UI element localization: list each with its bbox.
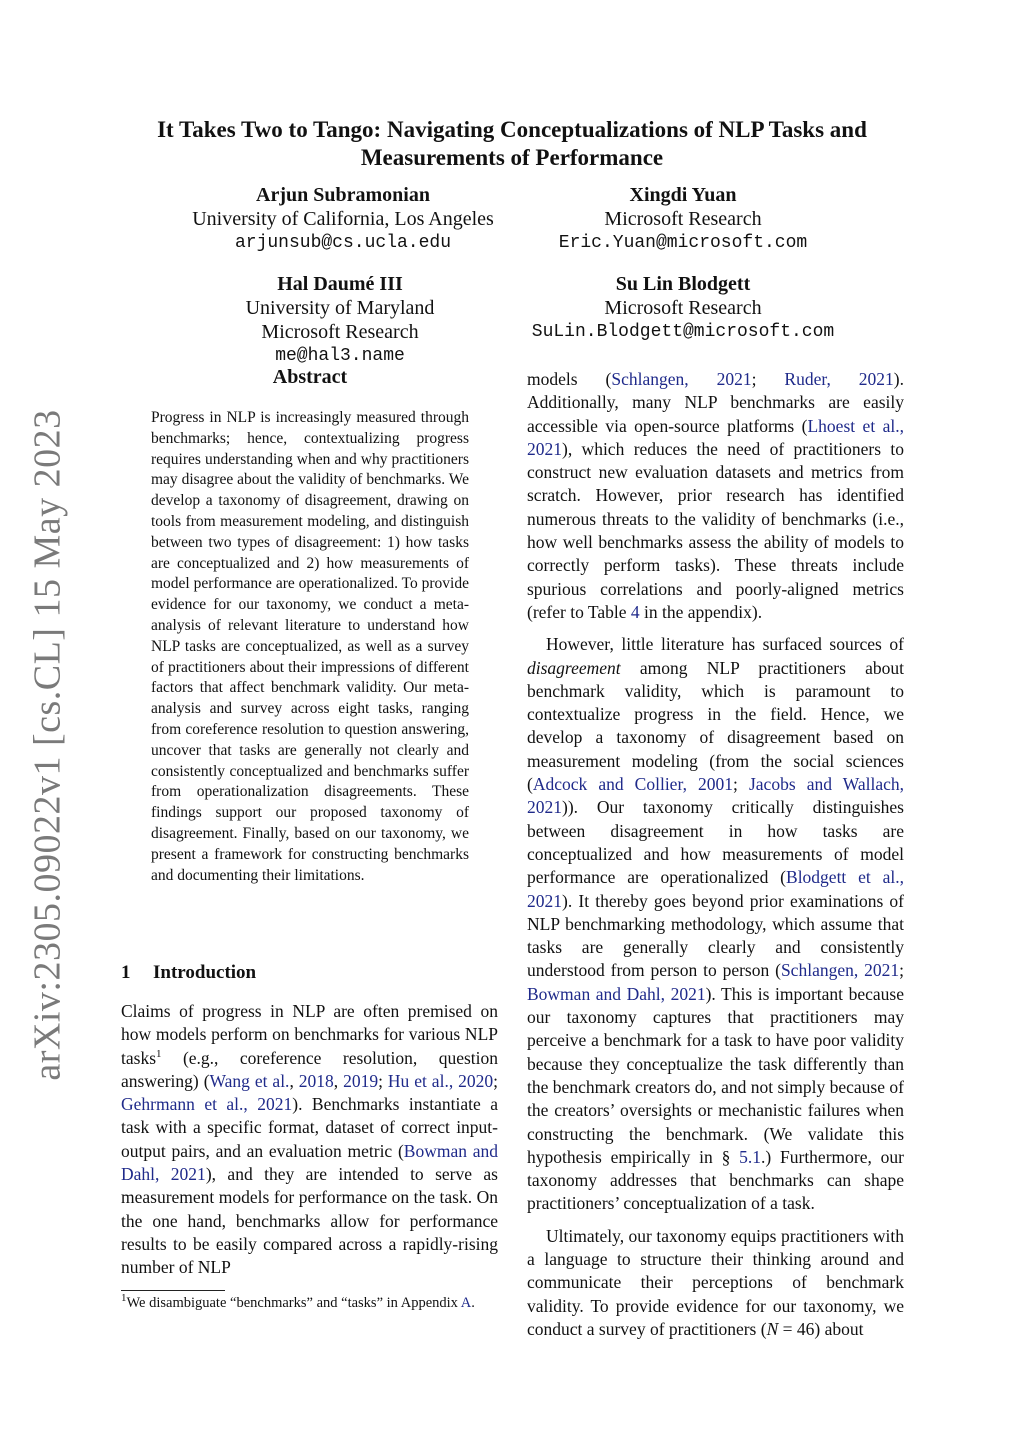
text-run: Claims of progress in NLP are often premised on how models perform on benchmarks for various NLP tasks — [121, 1001, 498, 1068]
section-number: 1 — [121, 962, 131, 983]
text-run: ). It thereby goes beyond prior examinations of NLP benchmarking methodology, which assume that tasks are generally clearly and consistently understood from person to person ( — [527, 890, 904, 981]
text-run: models ( — [527, 369, 612, 389]
citation-link[interactable]: Hu et al., 2020 — [387, 1070, 494, 1091]
footnote-divider — [121, 1290, 225, 1291]
author-email: arjunsub@cs.ucla.edu — [234, 233, 452, 253]
citation-link[interactable]: Wang et al. — [209, 1070, 290, 1091]
author-email: me@hal3.name — [275, 346, 405, 366]
abstract-heading: Abstract — [272, 366, 348, 388]
text-run: , — [333, 1070, 344, 1091]
author-affiliation: Microsoft Research — [261, 321, 419, 343]
arxiv-identifier-margin — [20, 409, 76, 1081]
intro-paragraph — [121, 1000, 498, 1280]
body-paragraph — [527, 1225, 904, 1341]
author-block-4 — [500, 272, 866, 344]
text-run: , — [289, 1070, 299, 1091]
text-run: ; — [899, 960, 904, 981]
text-run: ; — [733, 774, 749, 795]
text-run: ; — [751, 369, 785, 389]
author-name: Arjun Subramonian — [256, 184, 430, 206]
text-run: = 46) about — [778, 1318, 864, 1339]
citation-link[interactable]: 2018 — [298, 1070, 334, 1091]
text-run: ). This is important because our taxonomy captures that practitioners may perceive a benchmark for a task to have poor validity because they conceptualize the task differently than the benchmark creators do, and not simply because of the creators’ oversights or mechanistic failures when constructing the benchmark. (We validate this hypothesis empirically in § — [527, 983, 904, 1167]
text-run: However, little literature has surfaced sources of — [546, 634, 904, 655]
citation-link[interactable]: Schlangen, 2021 — [611, 369, 752, 389]
author-name: Su Lin Blodgett — [615, 273, 751, 295]
text-run: .) Furthermore, our taxonomy addresses that benchmarks can shape practitioners’ conceptualization of a task. — [527, 1146, 904, 1214]
section-heading-introduction — [121, 962, 256, 984]
author-block-3 — [170, 272, 510, 368]
section-title: Introduction — [153, 962, 257, 983]
body-paragraph — [527, 633, 904, 1215]
author-block-1 — [170, 183, 516, 255]
table-link[interactable]: 4 — [630, 601, 640, 622]
text-run: )). Our taxonomy critically distinguishes between disagreement in how tasks are conceptualized and how measurements of model performance are operationalized ( — [527, 797, 904, 888]
author-email: SuLin.Blodgett@microsoft.com — [531, 322, 835, 342]
footnote — [121, 1294, 498, 1313]
abstract-text: Progress in NLP is increasingly measured through benchmarks; hence, contextualizing progress requires understanding when and why practitioners may disagree about the validity of benchmarks. We develop a taxonomy of disagreement, drawing on tools from measurement modeling, and distinguish between two types of disagreement: 1) how tasks are conceptualized and 2) how measurements of model performance are operationalized. To provide evidence for our taxonomy, we conduct a meta-analysis of relevant literature to understand how NLP tasks are conceptualized, as well as a survey of practitioners about their impressions of different factors that affect benchmark validity. Our meta-analysis and survey across eight tasks, ranging from coreference resolution to question answering, uncover that tasks are generally not clearly and consistently conceptualized and benchmarks suffer from operationalization disagreements. These findings support our proposed taxonomy of disagreement. Finally, based on our taxonomy, we present a framework for constructing benchmarks and documenting their limitations. — [151, 409, 469, 884]
citation-link[interactable]: Bowman and Dahl, 2021 — [527, 983, 706, 1004]
author-name: Xingdi Yuan — [629, 184, 737, 206]
text-run: among NLP practitioners about benchmark validity, which is paramount to contextualize progress in the field. Hence, we develop a taxonomy of disagreement based on measurement modeling (from the social sciences ( — [527, 657, 904, 795]
math-variable: N — [766, 1318, 779, 1339]
author-affiliation: University of Maryland — [245, 297, 435, 319]
author-block-2 — [520, 183, 846, 255]
paper-title: It Takes Two to Tango: Navigating Conceptualizations of NLP Tasks and Measurements of Performance — [157, 117, 867, 170]
citation-link[interactable]: Schlangen, 2021 — [780, 960, 900, 981]
text-run: Ultimately, our taxonomy equips practitioners with a language to structure their thinking around and communicate their perceptions of benchmark validity. To provide evidence for our taxonomy, we conduct a survey of practitioners ( — [527, 1225, 904, 1339]
citation-link[interactable]: Jacobs and Wallach, 2021 — [527, 774, 905, 818]
author-email: Eric.Yuan@microsoft.com — [558, 233, 808, 253]
text-run: ). Benchmarks instantiate a task with a specific format, dataset of correct input-output pairs, and an evaluation metric ( — [121, 1094, 498, 1161]
text-run: (e.g., coreference resolution, question answering) ( — [121, 1047, 498, 1091]
footnote-marker[interactable]: 1 — [156, 1047, 162, 1060]
right-column — [527, 368, 904, 1350]
text-run: ), which reduces the need of practitioners to construct new evaluation datasets and metrics from scratch. However, prior research has identified numerous threats to the validity of benchmarks (i.e., how well benchmarks assess the ability of models to correctly perform tasks). These threats include spurious correlations and poorly-aligned metrics (refer to Table — [527, 438, 904, 622]
author-affiliation: Microsoft Research — [604, 208, 762, 230]
citation-link[interactable]: Blodgett et al., 2021 — [527, 867, 904, 911]
footnote-number: 1 — [121, 1292, 127, 1305]
text-run: ). Additionally, many NLP benchmarks are easily accessible via open-source platforms ( — [527, 369, 904, 436]
author-name: Hal Daumé III — [277, 273, 403, 295]
text-run: ; — [493, 1070, 499, 1091]
text-run: in the appendix). — [639, 601, 763, 622]
text-run: . — [471, 1295, 475, 1311]
author-affiliation: University of California, Los Angeles — [192, 208, 494, 230]
citation-link[interactable]: Ruder, 2021 — [784, 369, 894, 389]
citation-link[interactable]: Gehrmann et al., 2021 — [121, 1094, 293, 1115]
citation-link[interactable]: 2019 — [343, 1070, 379, 1091]
body-paragraph — [527, 368, 904, 624]
author-affiliation: Microsoft Research — [604, 297, 762, 319]
text-run: ), and they are intended to serve as measurement models for performance on the task. On the one hand, benchmarks allow for performance results to be easily compared across a rapidly-rising number of NLP — [121, 1164, 498, 1278]
appendix-link[interactable]: A — [460, 1295, 472, 1311]
footnote-text: We disambiguate “benchmarks” and “tasks” in Appendix — [126, 1295, 461, 1311]
citation-link[interactable]: Lhoest et al., 2021 — [527, 415, 904, 459]
citation-link[interactable]: Adcock and Collier, 2001 — [532, 774, 734, 795]
arxiv-identifier: arXiv:2305.09022v1 [cs.CL] 15 May 2023 — [27, 409, 70, 1081]
text-run: ; — [378, 1070, 388, 1091]
section-link[interactable]: 5.1 — [739, 1146, 761, 1167]
emphasis: disagreement — [527, 657, 621, 678]
citation-link[interactable]: Bowman and Dahl, 2021 — [121, 1140, 498, 1185]
